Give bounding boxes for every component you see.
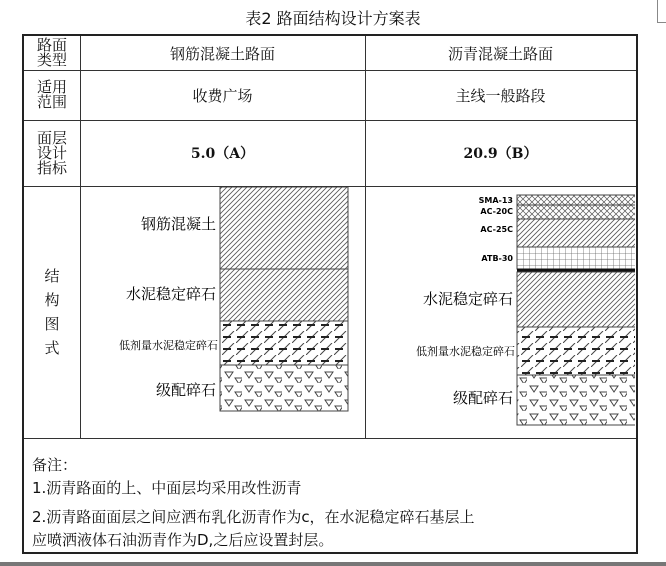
note-line-2a: 2.沥青路面面层之间应洒布乳化沥青作为c，在水泥稳定碎石基层上 — [32, 508, 475, 526]
layer-graded-gravel — [220, 365, 348, 411]
row-label-diagram: 结构图式 — [44, 267, 60, 357]
row-label-index: 面层设计指标 — [36, 128, 67, 177]
header-concrete: 钢筋混凝土路面 — [169, 44, 275, 63]
bottom-edge — [0, 562, 666, 566]
scope-concrete: 收费广场 — [192, 86, 253, 105]
note-line-2b: 应喷洒液体石油沥青作为D,之后应设置封层。 — [32, 531, 334, 549]
layer-label: 水泥稳定碎石 — [125, 285, 216, 303]
layer-ac25c — [517, 219, 635, 247]
layer-low-cement — [517, 327, 635, 375]
layer-sma13 — [517, 195, 635, 205]
layer-rc-concrete — [220, 187, 348, 269]
layer-ac20c — [517, 205, 635, 219]
layer-graded-gravel — [517, 375, 635, 425]
layer-code-label: AC-25C — [480, 225, 513, 234]
layer-atb30 — [517, 247, 635, 269]
notes-heading: 备注： — [32, 456, 78, 474]
pavement-design-table — [22, 34, 638, 554]
note-line-1: 1.沥青路面的上、中面层均采用改性沥青 — [32, 479, 302, 497]
layer-cement-stabilized — [220, 269, 348, 321]
table-title: 表2 路面结构设计方案表 — [245, 9, 421, 28]
index-concrete: 5.0（A） — [190, 146, 255, 162]
notes-section — [32, 454, 475, 552]
concrete-structure-diagram — [82, 187, 364, 437]
row-label-scope: 适用范围 — [36, 78, 67, 111]
index-asphalt: 20.9（B） — [463, 146, 538, 162]
layer-low-cement — [220, 321, 348, 365]
row-divider — [24, 438, 636, 439]
layer-label: 钢筋混凝土 — [140, 215, 216, 233]
layer-code-label: AC-20C — [480, 207, 513, 216]
header-asphalt: 沥青混凝土路面 — [447, 44, 553, 63]
layer-cement-stabilized — [517, 272, 635, 327]
row-label-type: 路面类型 — [36, 36, 67, 69]
layer-label: 级配碎石 — [155, 381, 216, 399]
layer-code-label: SMA-13 — [478, 196, 513, 205]
layer-label: 级配碎石 — [452, 389, 513, 407]
layer-label: 水泥稳定碎石 — [422, 290, 513, 308]
window-edge — [657, 0, 666, 23]
layer-label: 低剂量水泥稳定碎石 — [416, 345, 515, 358]
asphalt-structure-diagram — [367, 187, 635, 437]
scope-asphalt: 主线一般路段 — [455, 86, 546, 105]
layer-label: 低剂量水泥稳定碎石 — [119, 339, 218, 352]
layer-code-label: ATB-30 — [481, 254, 513, 263]
